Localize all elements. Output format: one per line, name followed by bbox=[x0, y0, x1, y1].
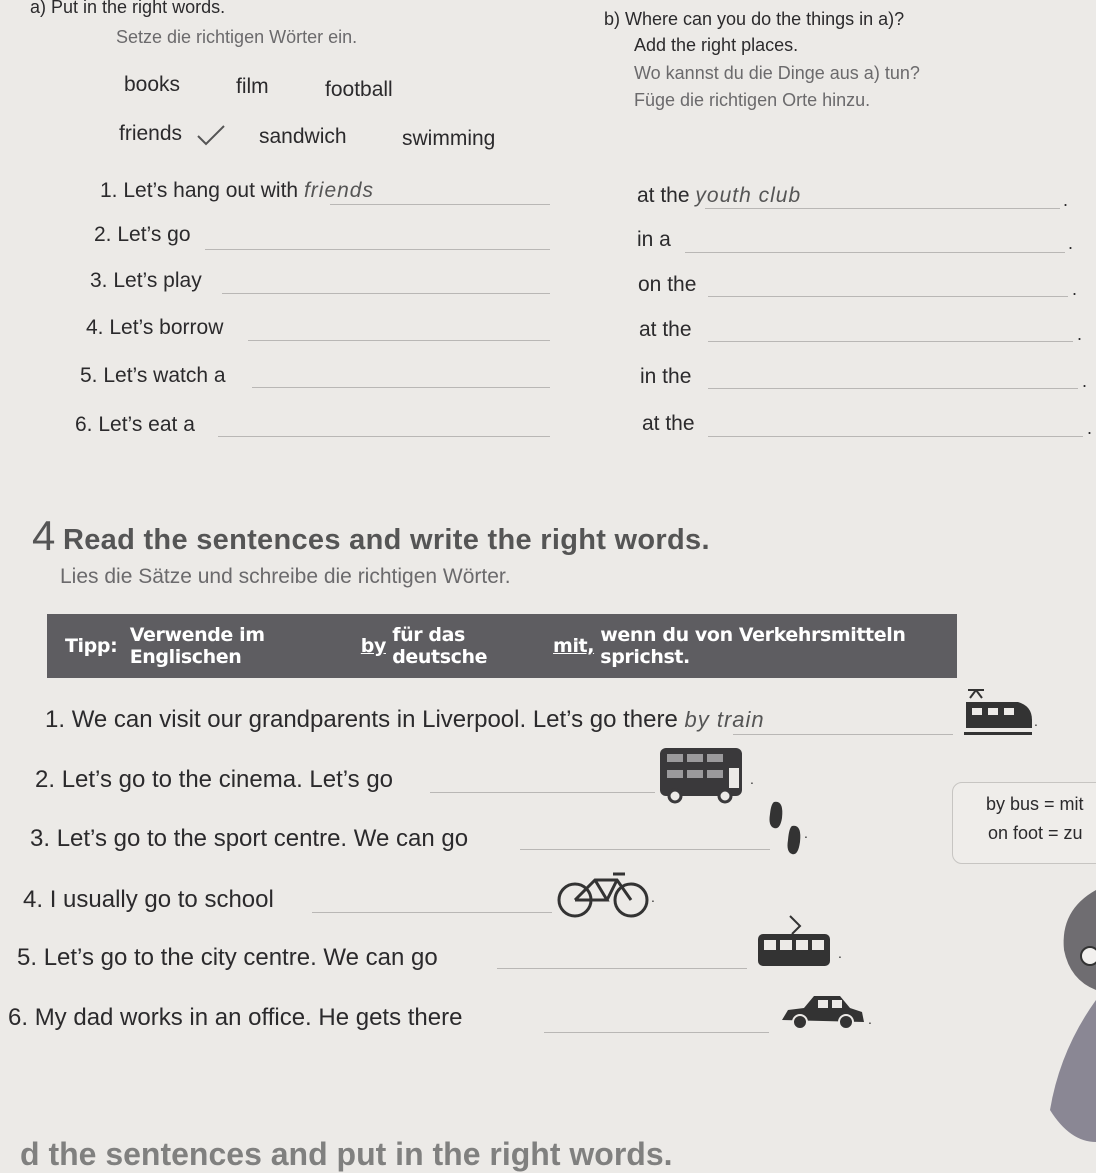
a-answer-line-6[interactable] bbox=[218, 436, 550, 437]
svg-text:.: . bbox=[750, 771, 754, 787]
footprints-icon bbox=[764, 796, 814, 866]
svg-text:.: . bbox=[804, 825, 808, 841]
ex4-item-1: 1. We can visit our grandparents in Liverpool. Let’s go there by train bbox=[45, 706, 765, 733]
ex4-item-2: 2. Let’s go to the cinema. Let’s go bbox=[35, 766, 394, 793]
bus-icon bbox=[655, 744, 765, 804]
a-answer-line-4[interactable] bbox=[248, 340, 550, 341]
part-a-title: a) Put in the right words. bbox=[30, 0, 226, 17]
b-answer-line-5[interactable] bbox=[708, 388, 1078, 389]
ex4-answer-line-2[interactable] bbox=[430, 792, 655, 793]
svg-text:.: . bbox=[651, 889, 655, 905]
footer-partial-instruction: d the sentences and put in the right words. bbox=[20, 1136, 673, 1172]
a-item-1: 1. Let’s hang out with friends bbox=[100, 179, 374, 202]
a-answer-line-1[interactable] bbox=[330, 204, 550, 205]
tip-text-3: wenn du von Verkehrsmitteln sprichst. bbox=[600, 624, 906, 668]
b-answer-1: youth club bbox=[695, 184, 802, 207]
ex4-answer-line-3[interactable] bbox=[520, 849, 770, 850]
a-answer-line-5[interactable] bbox=[252, 387, 550, 388]
ex4-answer-line-6[interactable] bbox=[544, 1032, 769, 1033]
b-answer-line-2[interactable] bbox=[685, 252, 1065, 253]
tram-icon bbox=[752, 912, 852, 972]
b-item-3: on the bbox=[638, 273, 697, 296]
ex4-item-4: 4. I usually go to school bbox=[23, 886, 274, 913]
part-b-subtitle: Add the right places. bbox=[634, 35, 799, 55]
a-item-2: 2. Let’s go bbox=[94, 223, 191, 246]
tip-mit: mit, bbox=[553, 635, 595, 657]
word-football: football bbox=[325, 78, 393, 101]
word-sandwich: sandwich bbox=[259, 125, 347, 148]
b-item-2: in a bbox=[637, 228, 671, 251]
part-a-subtitle: Setze die richtigen Wörter ein. bbox=[116, 27, 358, 47]
svg-text:.: . bbox=[1034, 713, 1038, 729]
svg-text:.: . bbox=[868, 1011, 872, 1027]
car-icon bbox=[778, 988, 878, 1038]
part-b-german-1: Wo kannst du die Dinge aus a) tun? bbox=[634, 63, 920, 83]
exercise-title: Read the sentences and write the right words. bbox=[63, 524, 710, 556]
b-item-1: at the youth club bbox=[637, 184, 802, 207]
b-answer-line-3[interactable] bbox=[708, 296, 1068, 297]
tip-text-1: Verwende im Englischen bbox=[129, 624, 265, 668]
ex4-answer-line-4[interactable] bbox=[312, 912, 552, 913]
word-swimming: swimming bbox=[402, 127, 496, 150]
part-b-german-2: Füge die richtigen Orte hinzu. bbox=[634, 90, 871, 110]
tip-text-2: für das deutsche bbox=[392, 624, 488, 668]
a-item-5: 5. Let’s watch a bbox=[80, 364, 226, 387]
exercise-subtitle: Lies die Sätze und schreibe die richtigen Wörter. bbox=[60, 565, 511, 588]
ex4-answer-line-5[interactable] bbox=[497, 968, 747, 969]
ex4-answer-line-1[interactable] bbox=[733, 734, 953, 735]
ex4-item-3: 3. Let’s go to the sport centre. We can go bbox=[30, 825, 469, 852]
a-answer-line-3[interactable] bbox=[222, 293, 550, 294]
b-item-6: at the bbox=[642, 412, 695, 435]
word-books: books bbox=[124, 73, 181, 96]
exercise-number: 4 bbox=[32, 512, 56, 559]
a-answer-line-2[interactable] bbox=[205, 249, 550, 250]
checkmark-icon bbox=[196, 124, 226, 146]
tip-banner bbox=[47, 614, 957, 678]
a-answer-1: friends bbox=[303, 179, 374, 202]
a-item-3: 3. Let’s play bbox=[90, 269, 202, 292]
b-answer-line-6[interactable] bbox=[708, 436, 1083, 437]
a-item-4: 4. Let’s borrow bbox=[86, 316, 224, 339]
tip-by: by bbox=[360, 635, 386, 657]
ex4-answer-1: by train bbox=[684, 707, 765, 732]
train-icon bbox=[958, 684, 1038, 744]
bicycle-icon bbox=[555, 866, 665, 922]
tip-label: Tipp: bbox=[65, 635, 118, 657]
hint-foot: on foot = zu bbox=[988, 823, 1083, 843]
a-item-6: 6. Let’s eat a bbox=[75, 413, 195, 436]
svg-text:.: . bbox=[838, 945, 842, 961]
b-item-5: in the bbox=[640, 365, 692, 388]
ex4-item-6: 6. My dad works in an office. He gets there bbox=[8, 1004, 463, 1031]
word-film: film bbox=[236, 75, 269, 98]
word-friends: friends bbox=[119, 122, 183, 145]
part-b-title: b) Where can you do the things in a)? bbox=[604, 9, 905, 29]
b-answer-line-1[interactable] bbox=[705, 208, 1060, 209]
ex4-item-5: 5. Let’s go to the city centre. We can go bbox=[17, 944, 438, 971]
cartoon-character-illustration bbox=[1020, 880, 1096, 1150]
b-item-4: at the bbox=[639, 318, 692, 341]
hint-bus: by bus = mit bbox=[986, 794, 1084, 814]
b-answer-line-4[interactable] bbox=[708, 341, 1073, 342]
